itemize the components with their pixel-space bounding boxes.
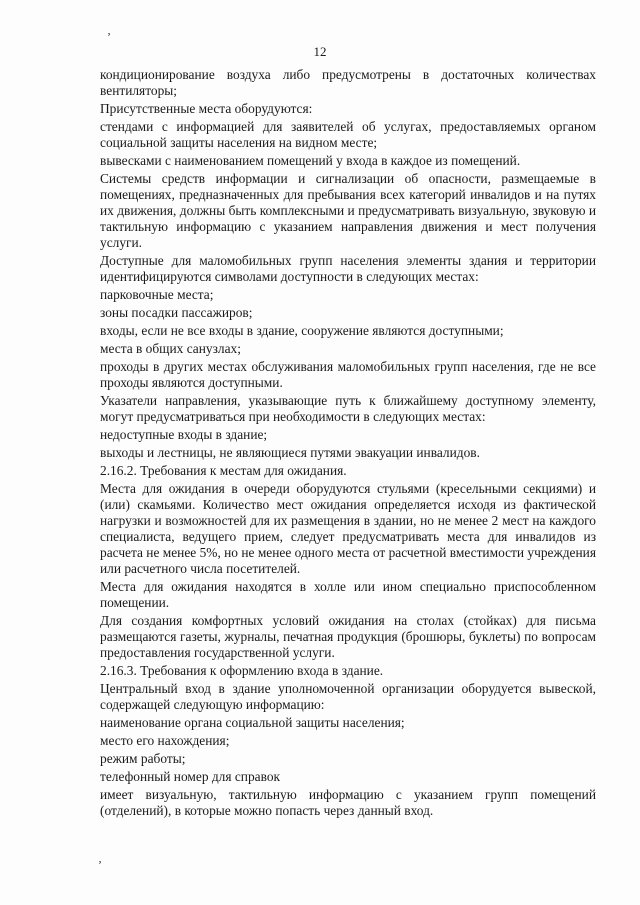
document-body bbox=[100, 67, 596, 821]
paragraph: Центральный вход в здание уполномоченной организации оборудуется вывеской, содержащей следующую информацию: bbox=[100, 681, 596, 712]
list-item: наименование органа социальной защиты населения; bbox=[100, 715, 405, 730]
paragraph: имеет визуальную, тактильную информацию с указанием групп помещений (отделений), в которые можно попасть через данный вход. bbox=[100, 787, 596, 818]
list-item: недоступные входы в здание; bbox=[100, 427, 268, 442]
paragraph: Места для ожидания в очереди оборудуются стульями (кресельными секциями) и (или) скамьями. Количество мест ожидания определяется исходя из фактической нагрузки и возможностей для их размещения в здании, но не менее 2 мест на каждого специалиста, ведущего прием, следует предусматривать места для инвалидов из расчета не менее 5%, но не менее одного места от расчетной вместимости учреждения или расчетного числа посетителей. bbox=[100, 481, 596, 576]
paragraph: Для создания комфортных условий ожидания на столах (стойках) для письма размещаются газеты, журналы, печатная продукция (брошюры, буклеты) по вопросам предоставления государственной услуги. bbox=[100, 613, 596, 660]
scan-mark-bottom: ʼ bbox=[98, 858, 102, 872]
section-heading: 2.16.3. Требования к оформлению входа в здание. bbox=[100, 663, 384, 678]
paragraph: кондиционирование воздуха либо предусмотрены в достаточных количествах вентиляторы; bbox=[100, 67, 596, 98]
list-item: выходы и лестницы, не являющиеся путями эвакуации инвалидов. bbox=[100, 445, 480, 460]
paragraph: вывесками с наименованием помещений у входа в каждое из помещений. bbox=[100, 153, 521, 168]
list-item: входы, если не все входы в здание, сооружение являются доступными; bbox=[100, 323, 504, 338]
list-item: режим работы; bbox=[100, 751, 186, 766]
list-item: парковочные места; bbox=[100, 287, 214, 302]
list-item: телефонный номер для справок bbox=[100, 769, 281, 784]
paragraph: Системы средств информации и сигнализации об опасности, размещаемые в помещениях, предназначенных для пребывания всех категорий инвалидов и на путях их движения, должны быть комплексными и предусматривать визуальную, звуковую и тактильную информацию с указанием направления движения и мест получения услуги. bbox=[100, 171, 596, 250]
list-item: места в общих санузлах; bbox=[100, 341, 241, 356]
list-item: место его нахождения; bbox=[100, 733, 230, 748]
list-item: проходы в других местах обслуживания маломобильных групп населения, где не все проходы являются доступными. bbox=[100, 359, 596, 390]
scan-mark-top: ʼ bbox=[107, 30, 111, 44]
paragraph: Места для ожидания находятся в холле или ином специально приспособленном помещении. bbox=[100, 579, 596, 610]
paragraph: Доступные для маломобильных групп населения элементы здания и территории идентифицируются символами доступности в следующих местах: bbox=[100, 253, 596, 284]
paragraph: Указатели направления, указывающие путь к ближайшему доступному элементу, могут предусматриваться при необходимости в следующих местах: bbox=[100, 393, 596, 424]
list-item: зоны посадки пассажиров; bbox=[100, 305, 253, 320]
section-heading: 2.16.2. Требования к местам для ожидания. bbox=[100, 463, 347, 478]
page-number: 12 bbox=[313, 44, 327, 59]
paragraph: стендами с информацией для заявителей об услугах, предоставляемых органом социальной защиты населения на видном месте; bbox=[100, 119, 596, 150]
paragraph: Присутственные места оборудуются: bbox=[100, 101, 313, 116]
